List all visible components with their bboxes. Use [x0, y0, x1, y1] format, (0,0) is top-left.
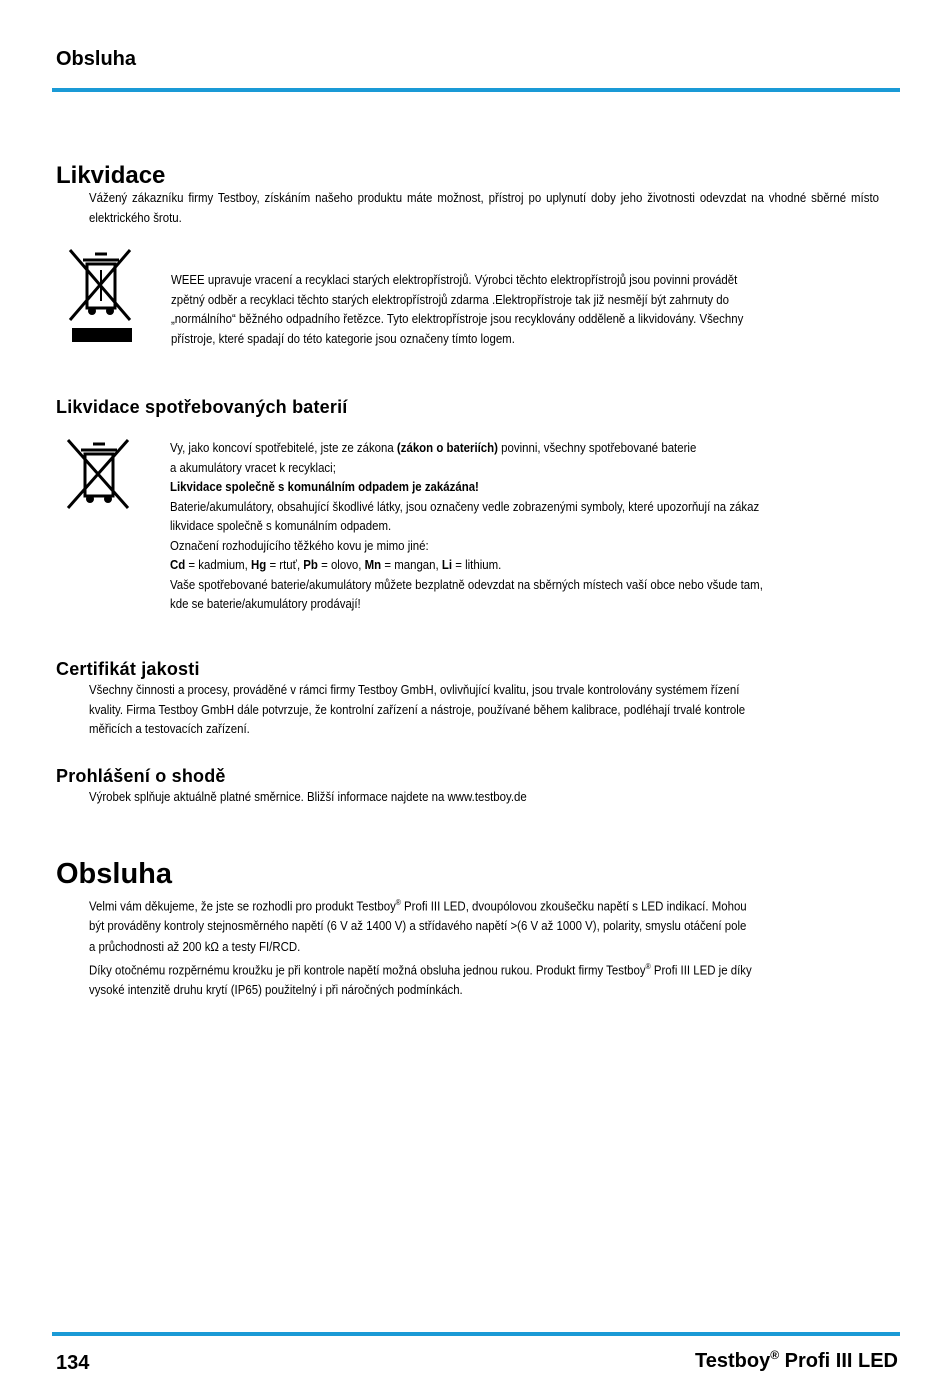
footer-brand: Testboy	[695, 1350, 771, 1372]
registered-mark: ®	[645, 961, 651, 971]
certifikat-text	[89, 680, 889, 739]
section-heading-certifikat: Certifikát jakosti	[56, 659, 200, 679]
weee-line: WEEE upravuje vracení a recyklaci starých elektropřístrojů. Výrobci těchto elektropřístrojů jsou povinni provádět	[171, 272, 738, 287]
likvidace-intro	[89, 188, 879, 227]
baterie-line-2: a akumulátory vracet k recyklaci;	[170, 459, 336, 475]
section-heading-baterie: Likvidace spotřebovaných baterií	[56, 397, 348, 417]
shoda-text	[89, 787, 889, 807]
obsluha-line-4	[89, 957, 899, 980]
registered-mark: ®	[395, 898, 401, 907]
weee-bin-icon	[68, 246, 134, 351]
section-heading-obsluha: Obsluha	[56, 858, 173, 890]
metal-name: = kadmium,	[185, 557, 252, 572]
zakon-o-bateriich: (zákon o bateriích)	[396, 440, 498, 455]
header-rule	[52, 88, 900, 92]
likvidace-intro-text: Vážený zákazníku firmy Testboy, získáním našeho produktu máte možnost, přístroj po uplynutí doby jeho životnosti odevzdat na vhodné sběrné místo elektrického šrotu.	[89, 190, 879, 225]
baterie-text	[170, 438, 890, 614]
obsluha-line-4b: Profi III LED je díky	[650, 962, 752, 978]
certifikat-line: Všechny činnosti a procesy, prováděné v rámci firmy Testboy GmbH, ovlivňující kvalitu, jsou trvale kontrolovány systémem řízení	[89, 682, 740, 697]
metal-name: = olovo,	[317, 557, 365, 572]
obsluha-line-5: vysoké intenzitě druhu krytí (IP65) použitelný i při náročných podmínkách.	[89, 981, 463, 997]
section-heading-likvidace: Likvidace	[56, 162, 166, 189]
baterie-line-5: likvidace společně s komunálním odpadem.	[170, 518, 392, 533]
certifikat-line: kvality. Firma Testboy GmbH dále potvrzuje, že kontrolní zařízení a nástroje, používané během kalibrace, podléhají trvalé kontrole	[89, 701, 746, 717]
metal-name: = mangan,	[381, 557, 442, 572]
footer-product: Profi III LED	[779, 1350, 898, 1372]
metal-name: = lithium.	[452, 557, 502, 572]
baterie-line-1a: Vy, jako koncoví spotřebitelé, jste ze zákona	[170, 440, 397, 455]
metal-symbol: Li	[441, 557, 453, 572]
obsluha-line-4a: Díky otočnému rozpěrnému kroužku je při kontrole napětí možná obsluha jednou rukou. Produkt firmy Testboy	[89, 962, 646, 978]
baterie-line-3	[170, 477, 890, 497]
metal-symbol: Pb	[303, 557, 318, 572]
battery-bin-icon	[66, 438, 132, 515]
metal-symbol: Hg	[251, 557, 267, 572]
metal-name: = rtuť,	[266, 557, 304, 572]
baterie-line-1	[170, 438, 890, 458]
weee-text	[171, 270, 871, 348]
metal-symbol: Cd	[170, 557, 186, 572]
baterie-line-4: Baterie/akumulátory, obsahující škodlivé látky, jsou označeny vedle zobrazenými symboly, které upozorňují na zákaz	[170, 498, 760, 514]
weee-line: přístroje, které spadají do této kategorie jsou označeny tímto logem.	[171, 330, 515, 346]
baterie-line-1c: povinni, všechny spotřebované baterie	[497, 440, 697, 455]
obsluha-line-2: být prováděny kontroly stejnosměrného napětí (6 V až 1400 V) a střídavého napětí >(6 V až 1000 V), polarity, smyslu otáčení pole	[89, 917, 747, 933]
obsluha-line-3: a průchodnosti až 200 kΩ a testy FI/RCD.	[89, 939, 301, 955]
obsluha-text	[89, 893, 899, 999]
metal-symbol: Mn	[364, 557, 382, 572]
certifikat-line: měřicích a testovacích zařízení.	[89, 721, 250, 736]
baterie-warning: Likvidace společně s komunálním odpadem je zakázána!	[170, 479, 479, 494]
baterie-line-6: Označení rozhodujícího těžkého kovu je mimo jiné:	[170, 537, 429, 553]
footer-registered-mark: ®	[770, 1348, 780, 1362]
obsluha-line-1	[89, 893, 899, 916]
section-heading-shoda: Prohlášení o shodě	[56, 766, 226, 786]
metals-line	[170, 555, 890, 575]
obsluha-line-1a: Velmi vám děkujeme, že jste se rozhodli pro produkt Testboy	[89, 898, 396, 914]
weee-line: zpětný odběr a recyklaci těchto starých elektropřístrojů zdarma .Elektropřístroje tak již nesmějí být zahrnuty do	[171, 291, 730, 307]
page-number: 134	[56, 1352, 90, 1374]
obsluha-line-1b: Profi III LED, dvoupólovou zkoušečku napětí s LED indikací. Mohou	[400, 898, 747, 914]
footer-rule	[52, 1332, 900, 1336]
page-header-title: Obsluha	[56, 48, 137, 70]
baterie-line-8: Vaše spotřebované baterie/akumulátory můžete bezplatně odevzdat na sběrných místech vaší obce nebo všude tam,	[170, 576, 763, 592]
baterie-line-9: kde se baterie/akumulátory prodávají!	[170, 596, 361, 611]
weee-line: „normálního“ běžného odpadního řetězce. Tyto elektropřístroje jsou recyklovány odděleně a likvidovány. Všechny	[171, 311, 744, 326]
shoda-line: Výrobek splňuje aktuálně platné směrnice. Bližší informace najdete na www.testboy.de	[89, 789, 527, 804]
footer-product-name	[695, 1350, 898, 1373]
